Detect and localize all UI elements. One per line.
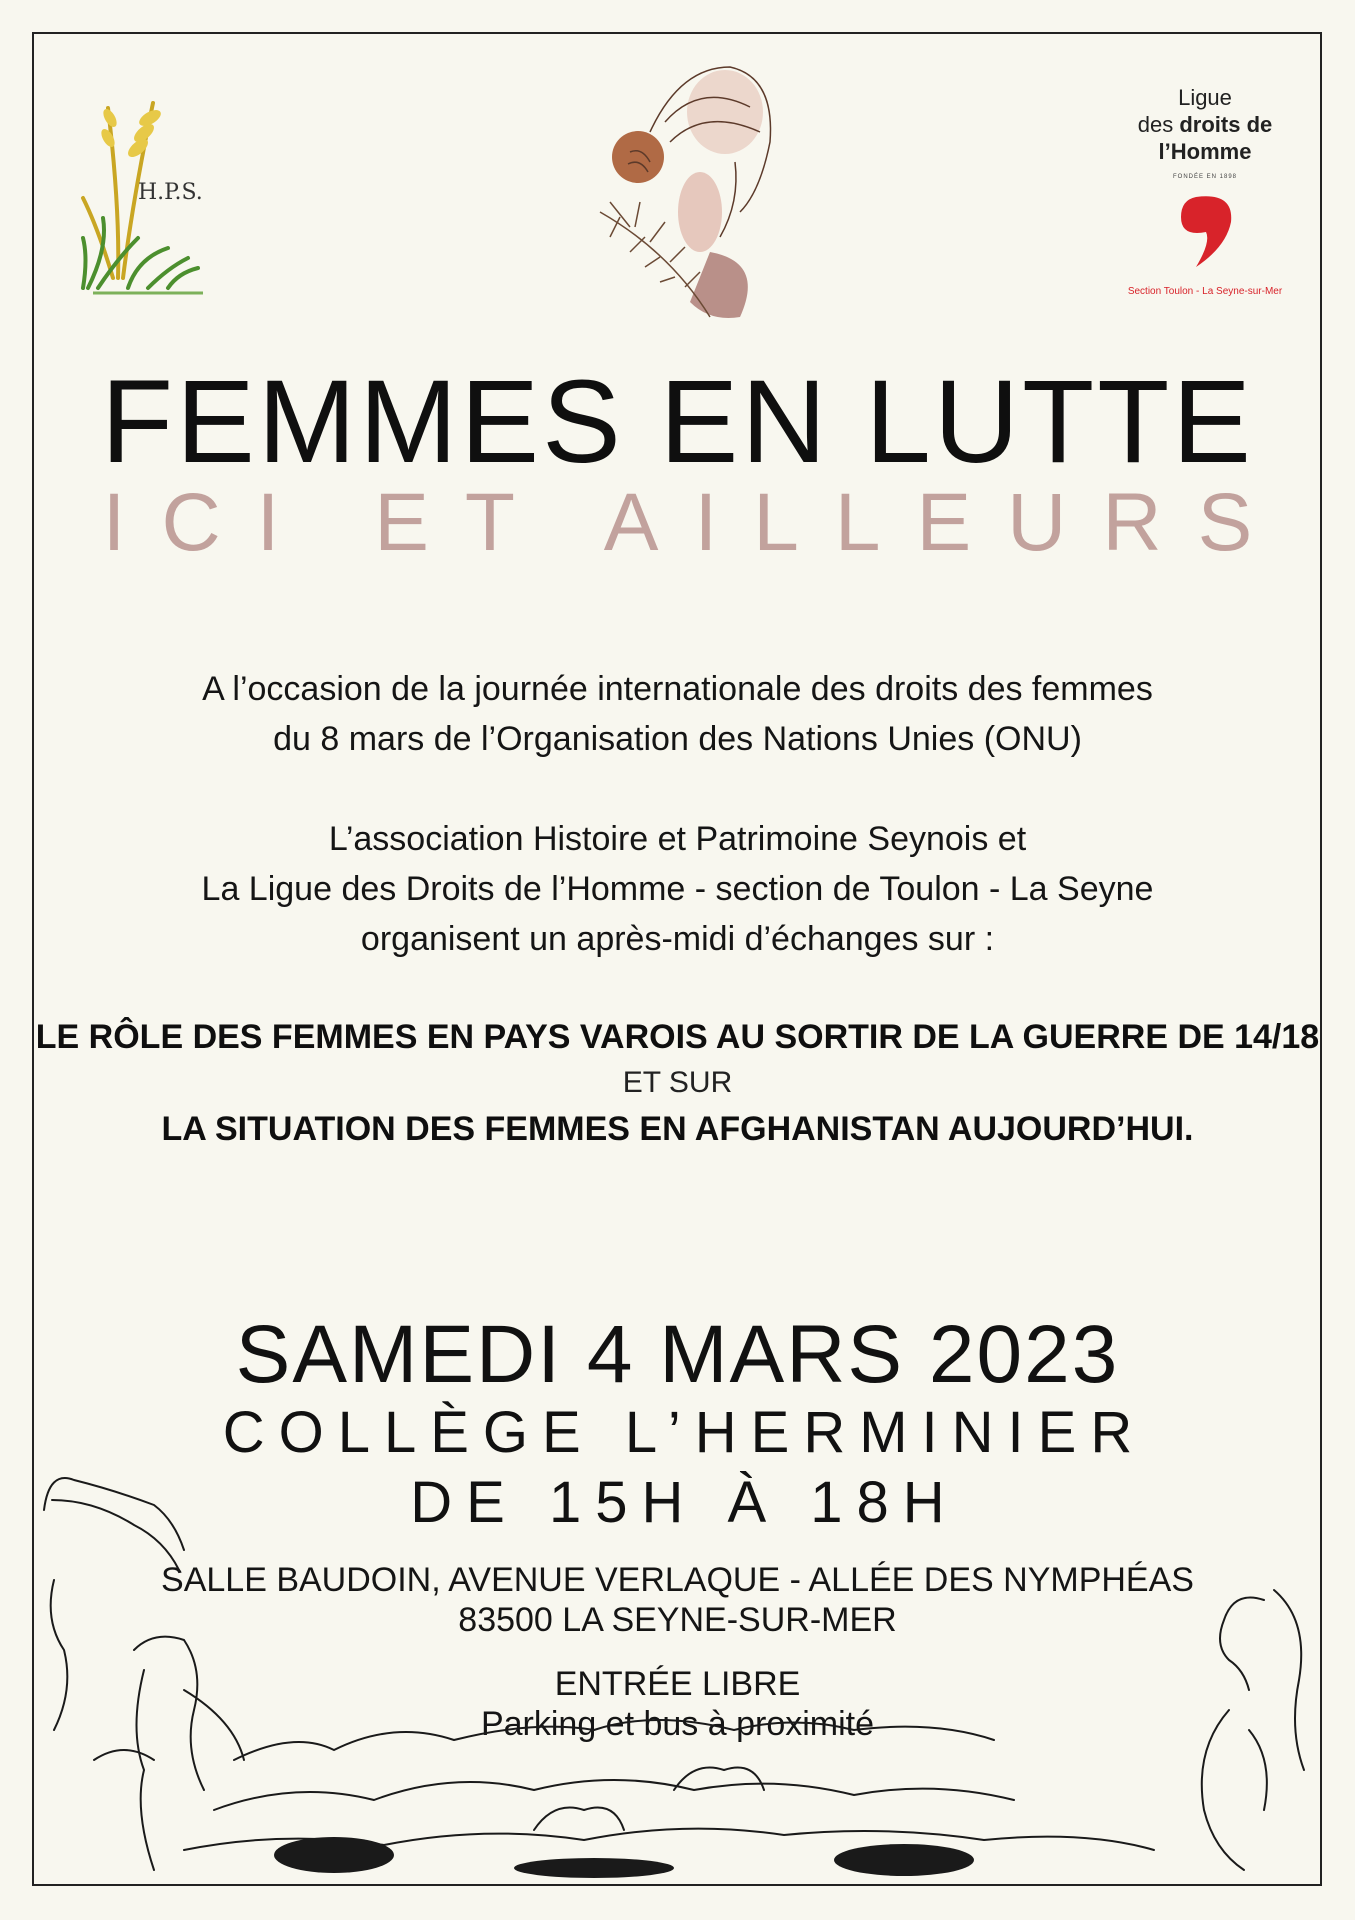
ldh-section: Section Toulon - La Seyne-sur-Mer — [1127, 286, 1283, 297]
intro-line-1: A l’occasion de la journée internationale des droits des femmes — [202, 670, 1153, 708]
entry-info: ENTRÉE LIBRE — [554, 1665, 801, 1703]
poster-subtitle: ICI ET AILLEURS — [102, 477, 1289, 568]
topic-2: LA SITUATION DES FEMMES EN AFGHANISTAN AUJOURD’HUI. — [161, 1110, 1194, 1148]
address-line-1: SALLE BAUDOIN, AVENUE VERLAQUE - ALLÉE DES NYMPHÉAS — [161, 1561, 1194, 1599]
ldh-line1: Ligue — [1178, 85, 1232, 110]
organisers-line-3: organisent un après-midi d’échanges sur : — [360, 920, 995, 958]
ldh-line2-bold: droits de — [1179, 112, 1273, 137]
poster-title: FEMMES EN LUTTE — [101, 356, 1254, 488]
organisers-line-2: La Ligue des Droits de l’Homme - section de Toulon - La Seyne — [201, 870, 1154, 908]
ldh-line2-prefix: des — [1137, 112, 1180, 137]
woman-illustration — [590, 52, 790, 322]
intro-line-2: du 8 mars de l’Organisation des Nations Unies (ONU) — [273, 720, 1082, 758]
organisers-line-1: L’association Histoire et Patrimoine Seynois et — [328, 820, 1027, 858]
event-hours: DE 15H À 18H — [410, 1470, 959, 1535]
woman-profile-icon — [590, 52, 790, 322]
ldh-line2 — [1110, 111, 1300, 138]
ldh-line3: l’Homme — [1158, 139, 1252, 164]
ldh-symbol-icon — [1176, 192, 1236, 272]
landscape-line-art — [34, 1430, 1320, 1884]
ldh-founded: FONDÉE EN 1898 — [1172, 174, 1238, 180]
topic-connector: ET SUR — [622, 1066, 733, 1099]
topic-1: LE RÔLE DES FEMMES EN PAYS VAROIS AU SORTIR DE LA GUERRE DE 14/18 — [35, 1018, 1320, 1056]
event-venue: COLLÈGE L’HERMINIER — [222, 1400, 1147, 1465]
hps-logo — [78, 88, 208, 298]
address-line-2: 83500 LA SEYNE-SUR-MER — [458, 1601, 897, 1639]
parking-info: Parking et bus à proximité — [480, 1705, 875, 1743]
ldh-logo — [1110, 84, 1300, 304]
event-date: SAMEDI 4 MARS 2023 — [235, 1309, 1120, 1400]
hps-text: H.P.S. — [138, 180, 203, 205]
